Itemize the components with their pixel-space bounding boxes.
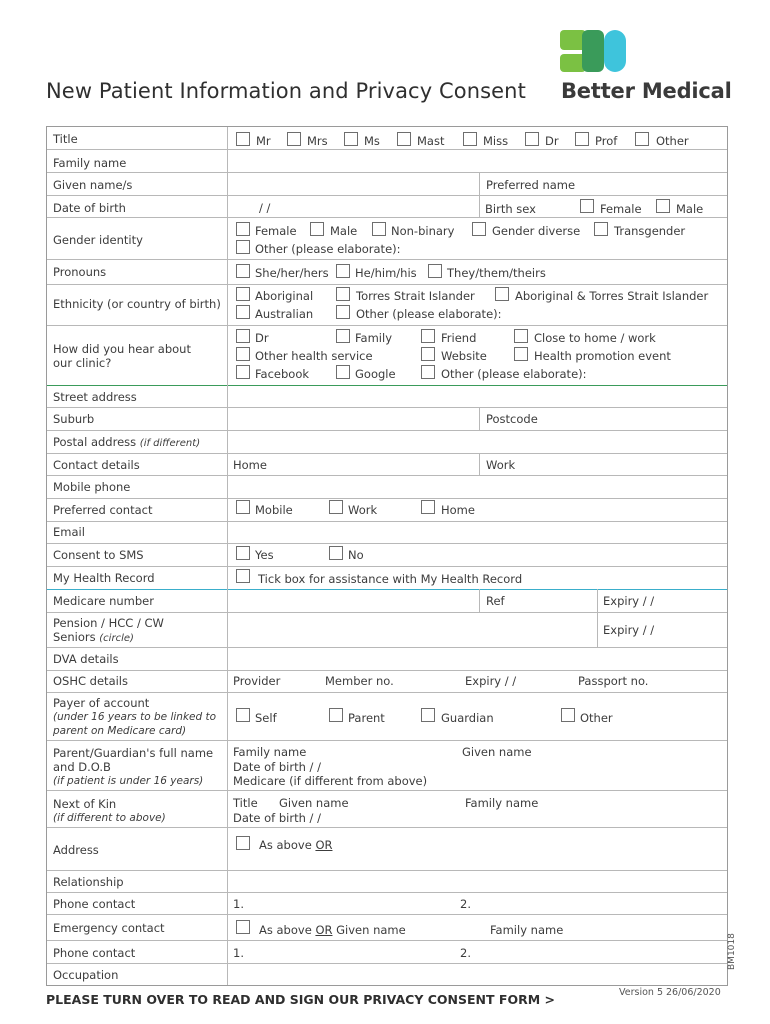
dva-label: DVA details xyxy=(53,652,119,666)
payer-option: Guardian xyxy=(441,711,494,725)
relationship-label: Relationship xyxy=(53,875,124,889)
pension-note: (circle) xyxy=(99,633,134,644)
guardian-family: Family name xyxy=(233,745,307,759)
title-mrs-checkbox[interactable] xyxy=(287,132,301,146)
kin-title: Title xyxy=(233,796,258,810)
ethnicity-option: Australian xyxy=(255,307,314,321)
mobile-label: Mobile phone xyxy=(53,480,131,494)
address-as-above-checkbox[interactable] xyxy=(236,836,250,850)
family-name-input[interactable] xyxy=(228,150,726,171)
occupation-label: Occupation xyxy=(53,968,119,982)
guardian-label: Parent/Guardian's full name xyxy=(53,746,214,760)
gender-nonbinary-checkbox[interactable] xyxy=(372,222,386,236)
pronouns-label: Pronouns xyxy=(53,265,107,279)
oshc-member: Member no. xyxy=(325,674,394,688)
emergency-label: Emergency contact xyxy=(53,921,165,935)
mhr-text: Tick box for assistance with My Health Record xyxy=(258,572,523,586)
phone2-one: 1. xyxy=(233,946,244,960)
pronoun-she-checkbox[interactable] xyxy=(236,264,250,278)
mhr-assist-checkbox[interactable] xyxy=(236,569,250,583)
contact-work-label: Work xyxy=(486,458,516,472)
hear-option: Close to home / work xyxy=(534,331,656,345)
pension-label-line2: Seniors (circle) xyxy=(53,630,134,644)
pronoun-option: She/her/hers xyxy=(255,266,329,280)
hear-option: Friend xyxy=(441,331,477,345)
guardian-dob: Date of birth / / xyxy=(233,760,321,774)
hear-health-service-checkbox[interactable] xyxy=(236,347,250,361)
ethnicity-both-checkbox[interactable] xyxy=(495,287,509,301)
payer-option: Other xyxy=(580,711,613,725)
payer-option: Self xyxy=(255,711,277,725)
sms-yes-checkbox[interactable] xyxy=(236,546,250,560)
contact-label: Contact details xyxy=(53,458,140,472)
preferred-contact-label: Preferred contact xyxy=(53,503,153,517)
payer-other-checkbox[interactable] xyxy=(561,708,575,722)
hear-dr-checkbox[interactable] xyxy=(236,329,250,343)
guardian-note: (if patient is under 16 years) xyxy=(53,775,204,787)
payer-note: (under 16 years to be linked to xyxy=(53,711,217,723)
title-option: Mrs xyxy=(307,134,328,148)
title-option: Mast xyxy=(417,134,445,148)
ethnicity-other-checkbox[interactable] xyxy=(336,305,350,319)
kin-note: (if different to above) xyxy=(53,812,166,824)
pension-label: Pension / HCC / CW xyxy=(53,616,164,630)
suburb-label: Suburb xyxy=(53,412,95,426)
title-mr-checkbox[interactable] xyxy=(236,132,250,146)
phone2-label: Phone contact xyxy=(53,946,136,960)
hear-family-checkbox[interactable] xyxy=(336,329,350,343)
mhr-label: My Health Record xyxy=(53,571,155,585)
brand-name: Better Medical xyxy=(561,79,732,103)
ethnicity-tsi-checkbox[interactable] xyxy=(336,287,350,301)
address-label: Address xyxy=(53,843,99,857)
medicare-ref-label: Ref xyxy=(486,594,505,608)
phone1-one: 1. xyxy=(233,897,244,911)
gender-option: Other (please elaborate): xyxy=(255,242,401,256)
gender-option: Transgender xyxy=(614,224,686,238)
hear-option: Website xyxy=(441,349,487,363)
hear-option: Google xyxy=(355,367,396,381)
payer-note-line2: parent on Medicare card) xyxy=(53,725,187,737)
title-dr-checkbox[interactable] xyxy=(525,132,539,146)
hear-label: How did you hear about xyxy=(53,342,191,356)
ethnicity-option: Aboriginal xyxy=(255,289,314,303)
title-option: Miss xyxy=(483,134,509,148)
pref-work-checkbox[interactable] xyxy=(329,500,343,514)
pronoun-he-checkbox[interactable] xyxy=(336,264,350,278)
better-medical-logo-icon xyxy=(560,30,630,76)
hear-option: Dr xyxy=(255,331,269,345)
hear-option: Other (please elaborate): xyxy=(441,367,587,381)
title-mast-checkbox[interactable] xyxy=(397,132,411,146)
dob-slashes: / / xyxy=(259,201,271,215)
oshc-passport: Passport no. xyxy=(578,674,649,688)
hear-option: Health promotion event xyxy=(534,349,671,363)
sex-option: Female xyxy=(600,202,642,216)
pronoun-option: He/him/his xyxy=(355,266,417,280)
payer-option: Parent xyxy=(348,711,385,725)
title-miss-checkbox[interactable] xyxy=(463,132,477,146)
phone2-two: 2. xyxy=(460,946,471,960)
ethnicity-aboriginal-checkbox[interactable] xyxy=(236,287,250,301)
email-label: Email xyxy=(53,525,85,539)
hear-friend-checkbox[interactable] xyxy=(421,329,435,343)
title-option: Ms xyxy=(364,134,380,148)
footer-instruction: PLEASE TURN OVER TO READ AND SIGN OUR PRIVACY CONSENT FORM > xyxy=(46,992,555,1007)
kin-label: Next of Kin xyxy=(53,797,117,811)
gender-option: Gender diverse xyxy=(492,224,581,238)
phone1-label: Phone contact xyxy=(53,897,136,911)
pension-expiry: Expiry / / xyxy=(603,623,655,637)
pref-option: Home xyxy=(441,503,475,517)
medicare-expiry: Expiry / / xyxy=(603,594,655,608)
hear-promotion-checkbox[interactable] xyxy=(514,347,528,361)
patient-form xyxy=(46,126,728,986)
title-other-checkbox[interactable] xyxy=(635,132,649,146)
gender-male-checkbox[interactable] xyxy=(310,222,324,236)
sms-option: Yes xyxy=(255,548,274,562)
title-label: Title xyxy=(53,132,78,146)
oshc-label: OSHC details xyxy=(53,674,128,688)
kin-given: Given name xyxy=(279,796,349,810)
ethnicity-option: Aboriginal & Torres Strait Islander xyxy=(515,289,709,303)
emergency-or: OR xyxy=(315,923,333,937)
hear-other-checkbox[interactable] xyxy=(421,365,435,379)
gender-other-checkbox[interactable] xyxy=(236,240,250,254)
hear-website-checkbox[interactable] xyxy=(421,347,435,361)
hear-close-checkbox[interactable] xyxy=(514,329,528,343)
preferred-name-label: Preferred name xyxy=(486,178,576,192)
pref-home-checkbox[interactable] xyxy=(421,500,435,514)
emergency-given: Given name xyxy=(336,923,406,937)
pronoun-option: They/them/theirs xyxy=(447,266,546,280)
guardian-given: Given name xyxy=(462,745,532,759)
family-name-label: Family name xyxy=(53,156,127,170)
hear-google-checkbox[interactable] xyxy=(336,365,350,379)
ethnicity-label: Ethnicity (or country of birth) xyxy=(53,297,221,311)
guardian-medicare: Medicare (if different from above) xyxy=(233,774,428,788)
gender-option: Male xyxy=(330,224,358,238)
ethnicity-australian-checkbox[interactable] xyxy=(236,305,250,319)
sms-label: Consent to SMS xyxy=(53,548,144,562)
ethnicity-option: Other (please elaborate): xyxy=(356,307,502,321)
payer-parent-checkbox[interactable] xyxy=(329,708,343,722)
oshc-expiry: Expiry / / xyxy=(465,674,517,688)
pref-option: Work xyxy=(348,503,378,517)
page-title: New Patient Information and Privacy Consent xyxy=(46,79,526,103)
kin-family: Family name xyxy=(465,796,539,810)
title-option: Other xyxy=(656,134,689,148)
payer-self-checkbox[interactable] xyxy=(236,708,250,722)
pref-mobile-checkbox[interactable] xyxy=(236,500,250,514)
guardian-label-line2: and D.O.B xyxy=(53,760,111,774)
pref-option: Mobile xyxy=(255,503,293,517)
gender-female-checkbox[interactable] xyxy=(236,222,250,236)
hear-option: Facebook xyxy=(255,367,310,381)
sex-male-checkbox[interactable] xyxy=(656,199,670,213)
postal-label: Postal address (if different) xyxy=(53,435,201,449)
title-prof-checkbox[interactable] xyxy=(575,132,589,146)
sex-female-checkbox[interactable] xyxy=(580,199,594,213)
street-label: Street address xyxy=(53,390,137,404)
address-as-above: As above OR xyxy=(259,838,333,852)
title-option: Prof xyxy=(595,134,618,148)
hear-facebook-checkbox[interactable] xyxy=(236,365,250,379)
oshc-provider: Provider xyxy=(233,674,281,688)
phone1-two: 2. xyxy=(460,897,471,911)
postal-note: (if different) xyxy=(139,438,201,449)
pronoun-they-checkbox[interactable] xyxy=(428,264,442,278)
dob-label: Date of birth xyxy=(53,201,126,215)
title-ms-checkbox[interactable] xyxy=(344,132,358,146)
birth-sex-label: Birth sex xyxy=(485,202,536,216)
gender-diverse-checkbox[interactable] xyxy=(472,222,486,236)
payer-guardian-checkbox[interactable] xyxy=(421,708,435,722)
emergency-as-above: As above OR Given name xyxy=(259,923,406,937)
kin-dob: Date of birth / / xyxy=(233,811,321,825)
sms-option: No xyxy=(348,548,364,562)
version-text: Version 5 26/06/2020 xyxy=(619,987,721,998)
gender-option: Female xyxy=(255,224,297,238)
postcode-label: Postcode xyxy=(486,412,538,426)
gender-option: Non-binary xyxy=(391,224,455,238)
emergency-family: Family name xyxy=(490,923,564,937)
sex-option: Male xyxy=(676,202,704,216)
contact-home-label: Home xyxy=(233,458,267,472)
medicare-label: Medicare number xyxy=(53,594,154,608)
hear-option: Other health service xyxy=(255,349,373,363)
hear-label-line2: our clinic? xyxy=(53,356,112,370)
sms-no-checkbox[interactable] xyxy=(329,546,343,560)
given-names-label: Given name/s xyxy=(53,178,133,192)
emergency-as-above-checkbox[interactable] xyxy=(236,920,250,934)
payer-label: Payer of account xyxy=(53,696,150,710)
ethnicity-option: Torres Strait Islander xyxy=(356,289,475,303)
gender-label: Gender identity xyxy=(53,233,143,247)
address-or: OR xyxy=(315,838,333,852)
form-code: BM1018 xyxy=(727,933,737,970)
hear-option: Family xyxy=(355,331,393,345)
title-option: Mr xyxy=(256,134,271,148)
gender-transgender-checkbox[interactable] xyxy=(594,222,608,236)
title-option: Dr xyxy=(545,134,559,148)
